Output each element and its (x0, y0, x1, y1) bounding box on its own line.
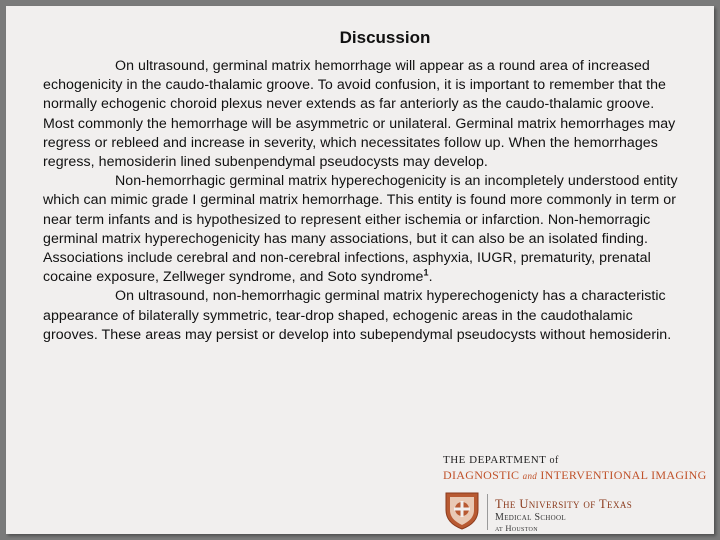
dept-prefix: THE DEPARTMENT (443, 454, 547, 466)
dept-and: and (522, 471, 538, 481)
school-location: at Houston (495, 523, 538, 533)
dept-of: of (549, 455, 559, 466)
dept-name-a: DIAGNOSTIC (443, 468, 520, 482)
paragraph-2 (43, 172, 683, 287)
logo-divider (487, 494, 488, 530)
dept-heading (443, 454, 559, 466)
department-logo (443, 454, 708, 532)
paragraph-1: On ultrasound, germinal matrix hemorrhage will appear as a round area of increased echogenicity in the caudo-thalamic groove. To avoid confusion, it is important to remember that the normally echogenic choroid plexus never extends as far anteriorly as the caudo-thalamic groove. Most commonly the hemorrhage will be asymmetric or unilateral. Germinal matrix hemorrhages may regress or rebleed and increase in severity, which necessitates follow up. When the hemorrhages regress, hemosiderin lined subenpendymal pseudocysts may develop. (43, 58, 676, 171)
dept-name (443, 468, 707, 483)
slide-title: Discussion (339, 28, 431, 47)
paragraph-2-end: . (428, 269, 433, 286)
paragraph-3: On ultrasound, non-hemorrhagic germinal matrix hyperechogenicty has a characteristic appearance of bilaterally symmetric, tear-drop shaped, echogenic areas in the caudothalamic grooves. These areas may persist or develop into subependymal pseudocysts without hemosiderin. (43, 288, 672, 343)
paragraph-2-text: Non-hemorrhagic germinal matrix hyperechogenicity is an incompletely understood entity which can mimic grade I germinal matrix hemorrhage. This entity is found more commonly in term or near term infants and is hypothesized to represent either ischemia or infarction. Non-hemorragic germinal matrix hyperechogenicity has many associations, but it can also be an isolated finding. Associations include cerebral and non-cerebral infections, asphyxia, IUGR, prematurity, prenatal cocaine exposure, Zellweger syndrome, and Soto syndrome (43, 173, 678, 286)
dept-name-b: INTERVENTIONAL IMAGING (540, 468, 707, 482)
slide-body (43, 57, 683, 345)
school-name: Medical School (495, 512, 566, 523)
ut-seal-icon (443, 490, 481, 530)
university-name: The University of Texas (495, 497, 633, 511)
footnote-marker: 1 (423, 267, 429, 278)
slide (6, 6, 714, 534)
